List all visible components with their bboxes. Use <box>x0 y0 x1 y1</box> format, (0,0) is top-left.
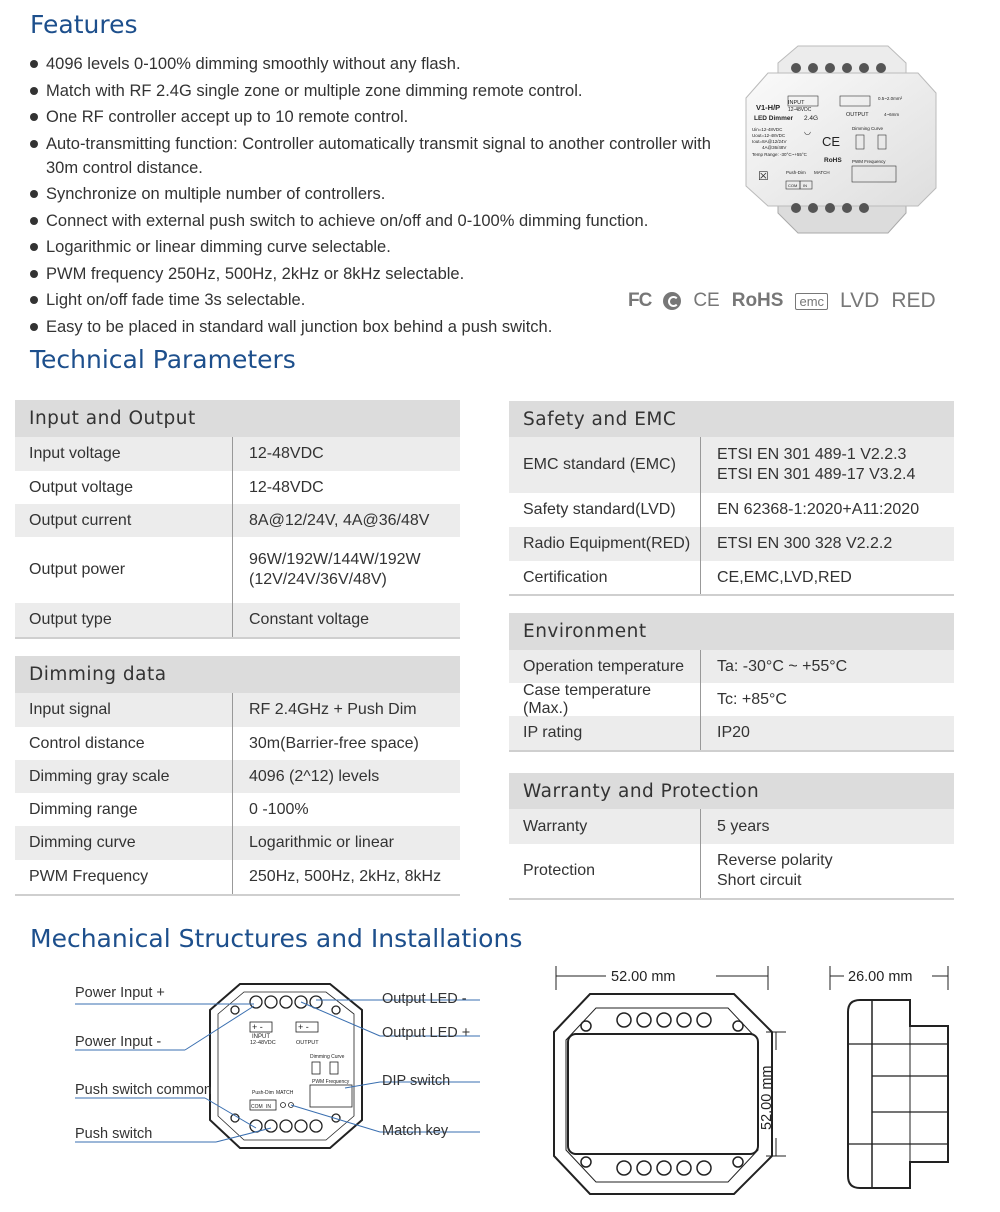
table-row <box>15 603 460 637</box>
row-value <box>233 478 324 498</box>
table-row <box>15 860 460 894</box>
product-spec-3: Iout=8A@12/24V <box>752 139 787 144</box>
row-value <box>701 568 852 588</box>
row-value-line: Logarithmic or linear <box>249 834 394 851</box>
row-value <box>233 700 417 720</box>
row-label: Operation temperature <box>509 650 701 683</box>
table-row <box>15 537 460 603</box>
row-label: Dimming curve <box>15 826 233 860</box>
row-label: Safety standard(LVD) <box>509 493 701 527</box>
row-value <box>701 817 769 837</box>
feature-item: Logarithmic or linear dimming curve selectable. <box>28 235 718 259</box>
label-match-key: Match key <box>382 1123 449 1139</box>
table-environment <box>509 613 954 752</box>
row-value-line: CE,EMC,LVD,RED <box>717 568 852 586</box>
svg-text:☒: ☒ <box>758 169 769 183</box>
row-value <box>233 867 441 887</box>
product-model: V1-H/P <box>756 103 781 112</box>
diagram-output: OUTPUT <box>296 1040 319 1046</box>
row-value-line: Constant voltage <box>249 611 370 628</box>
row-value-line: ETSI EN 301 489-1 V2.2.3 <box>717 446 907 463</box>
label-output-led-plus: Output LED + <box>382 1025 471 1041</box>
table-heading: Input and Output <box>15 400 460 437</box>
product-spec-2: Uout=12-48VDC <box>752 133 786 138</box>
label-dip-switch: DIP switch <box>382 1073 451 1089</box>
diagram-match: MATCH <box>276 1090 294 1096</box>
lvd-mark: LVD <box>840 289 880 312</box>
row-label: Case temperature (Max.) <box>509 683 701 716</box>
row-value <box>233 800 309 820</box>
row-value <box>701 690 787 710</box>
product-curve-label: Dimming Curve <box>852 126 884 131</box>
product-rohs-mark: RoHS <box>824 157 842 164</box>
product-temp: Temp Range: -30°C~+55°C <box>752 152 807 157</box>
row-value <box>233 734 419 754</box>
svg-text:+ -: + - <box>298 1022 309 1032</box>
row-value-line: Ta: -30°C ~ +55°C <box>717 657 848 675</box>
diagram-input-voltage: 12-48VDC <box>250 1040 276 1046</box>
fc-mark: FC <box>628 290 652 311</box>
product-band: 2.4G <box>804 115 819 122</box>
row-value <box>701 723 750 743</box>
row-label: EMC standard (EMC) <box>509 437 701 493</box>
table-row <box>509 683 954 716</box>
product-input-label: INPUT <box>788 100 805 106</box>
table-row <box>15 826 460 860</box>
row-label: Protection <box>509 844 701 898</box>
row-label: Dimming gray scale <box>15 760 233 793</box>
row-value-line: ETSI EN 300 328 V2.2.2 <box>717 535 893 552</box>
front-width-dim: 52.00 mm <box>611 969 676 985</box>
feature-item: Easy to be placed in standard wall junction box behind a push switch. <box>28 315 718 339</box>
product-name: LED Dimmer <box>754 115 794 122</box>
diagram-pushdim: Push-Dim <box>252 1090 274 1096</box>
diagram-input: INPUT <box>252 1034 270 1040</box>
table-row <box>509 844 954 898</box>
svg-text:+ -: + - <box>252 1022 263 1032</box>
row-value <box>701 851 833 891</box>
features-title: Features <box>30 10 138 39</box>
svg-text:◡: ◡ <box>804 127 811 136</box>
row-label: Output power <box>15 537 233 603</box>
table-row <box>509 561 954 594</box>
product-spec-4: 4A@36/48V <box>762 145 787 150</box>
product-output-label: OUTPUT <box>846 112 869 118</box>
feature-item: Auto-transmitting function: Controller automatically transmit signal to another controller with 30m control distance. <box>28 132 718 180</box>
product-ce-mark: CE <box>822 134 841 149</box>
feature-item: Light on/off fade time 3s selectable. <box>28 288 718 312</box>
table-row <box>509 650 954 683</box>
label-power-input-plus: Power Input + <box>75 985 165 1001</box>
table-row <box>15 471 460 504</box>
row-value-line: (12V/24V/36V/48V) <box>249 571 387 588</box>
emc-mark: emc <box>795 293 828 310</box>
rohs-mark: RoHS <box>731 290 784 311</box>
row-value-line: Reverse polarity <box>717 852 833 869</box>
product-wire-spec: 0.5~2.0mm² <box>878 96 903 101</box>
row-label: Output current <box>15 504 233 537</box>
diagram-pwm: PWM Frequency <box>312 1079 350 1085</box>
table-row <box>15 727 460 760</box>
diagram-curve: Dimming Curve <box>310 1054 345 1060</box>
product-in: IN <box>803 183 807 188</box>
table-row <box>15 793 460 826</box>
row-value <box>233 444 324 464</box>
label-push-switch-common: Push switch common <box>75 1082 212 1098</box>
ce-mark: CE <box>693 290 720 311</box>
table-heading: Warranty and Protection <box>509 773 954 809</box>
table-row <box>15 437 460 471</box>
row-value <box>233 511 429 531</box>
table-heading: Environment <box>509 613 954 650</box>
row-value-line: 5 years <box>717 817 770 835</box>
row-value <box>233 550 421 590</box>
feature-item: Connect with external push switch to achieve on/off and 0-100% dimming function. <box>28 209 718 233</box>
row-value-line: 12-48VDC <box>249 445 324 462</box>
row-value-line: ETSI EN 301 489-17 V3.2.4 <box>717 466 916 483</box>
row-value-line: 96W/192W/144W/192W <box>249 551 421 568</box>
table-row <box>509 493 954 527</box>
row-value <box>701 500 919 520</box>
label-power-input-minus: Power Input - <box>75 1034 162 1050</box>
row-value-line: IP20 <box>717 724 750 741</box>
label-push-switch: Push switch <box>75 1126 153 1142</box>
row-value <box>233 833 394 853</box>
side-depth-dim: 26.00 mm <box>848 969 913 985</box>
row-value-line: 12-48VDC <box>249 478 324 496</box>
table-row <box>15 760 460 793</box>
row-value <box>701 445 915 485</box>
row-value-line: Tc: +85°C <box>717 690 787 708</box>
table-row <box>509 716 954 750</box>
row-value <box>701 534 892 554</box>
row-label: IP rating <box>509 716 701 750</box>
front-height-dim: 52.00 mm <box>759 1065 775 1130</box>
table-heading: Dimming data <box>15 656 460 693</box>
product-pwm-label: PWM Frequency <box>852 159 886 164</box>
row-label: Control distance <box>15 727 233 760</box>
c-tick-icon <box>663 292 681 310</box>
table-warranty-protection <box>509 773 954 900</box>
product-match: MATCH <box>814 170 830 175</box>
row-value <box>701 657 847 677</box>
table-dimming-data <box>15 656 460 896</box>
row-label: Output type <box>15 603 233 637</box>
feature-item: PWM frequency 250Hz, 500Hz, 2kHz or 8kHz selectable. <box>28 262 718 286</box>
row-label: Certification <box>509 561 701 594</box>
table-row <box>15 693 460 727</box>
feature-item: 4096 levels 0-100% dimming smoothly without any flash. <box>28 52 718 76</box>
table-row <box>509 437 954 493</box>
row-value-line: 8A@12/24V, 4A@36/48V <box>249 511 430 529</box>
row-value-line: 30m(Barrier-free space) <box>249 734 419 752</box>
row-label: PWM Frequency <box>15 860 233 894</box>
row-value-line: 250Hz, 500Hz, 2kHz, 8kHz <box>249 868 442 885</box>
table-row <box>509 527 954 561</box>
front-dimension-drawing <box>540 960 810 1205</box>
row-label: Warranty <box>509 809 701 844</box>
diagram-in: IN <box>266 1104 271 1110</box>
row-label: Dimming range <box>15 793 233 826</box>
row-value <box>233 610 369 630</box>
mechanical-title: Mechanical Structures and Installations <box>30 924 523 953</box>
table-heading: Safety and EMC <box>509 401 954 437</box>
features-list <box>28 52 718 341</box>
row-value-line: EN 62368-1:2020+A11:2020 <box>717 501 920 518</box>
table-safety-emc <box>509 401 954 596</box>
product-com: COM <box>788 183 798 188</box>
row-label: Output voltage <box>15 471 233 504</box>
feature-item: One RF controller accept up to 10 remote control. <box>28 105 718 129</box>
product-pushdim: Push-Dim <box>786 170 806 175</box>
diagram-com: COM <box>251 1104 263 1110</box>
row-value-line: 4096 (2^12) levels <box>249 767 380 785</box>
red-mark: RED <box>891 289 936 312</box>
row-label: Radio Equipment(RED) <box>509 527 701 561</box>
row-value-line: Short circuit <box>717 872 802 889</box>
row-label: Input voltage <box>15 437 233 471</box>
tech-title: Technical Parameters <box>30 345 296 374</box>
row-value <box>233 767 379 787</box>
feature-item: Synchronize on multiple number of controllers. <box>28 182 718 206</box>
side-dimension-drawing <box>820 960 960 1205</box>
feature-item: Match with RF 2.4G single zone or multiple zone dimming remote control. <box>28 79 718 103</box>
table-row <box>15 504 460 537</box>
row-label: Input signal <box>15 693 233 727</box>
product-strip-spec: 4~6mm <box>884 112 900 117</box>
product-image <box>738 38 938 268</box>
product-input-voltage: 12-48VDC <box>788 107 812 113</box>
row-value-line: 0 -100% <box>249 800 309 818</box>
label-output-led-minus: Output LED - <box>382 991 467 1007</box>
row-value-line: RF 2.4GHz + Push Dim <box>249 701 417 718</box>
table-row <box>509 809 954 844</box>
table-input-output <box>15 400 460 639</box>
product-spec-1: Uin=12-48VDC <box>752 127 783 132</box>
certification-marks <box>628 286 936 316</box>
